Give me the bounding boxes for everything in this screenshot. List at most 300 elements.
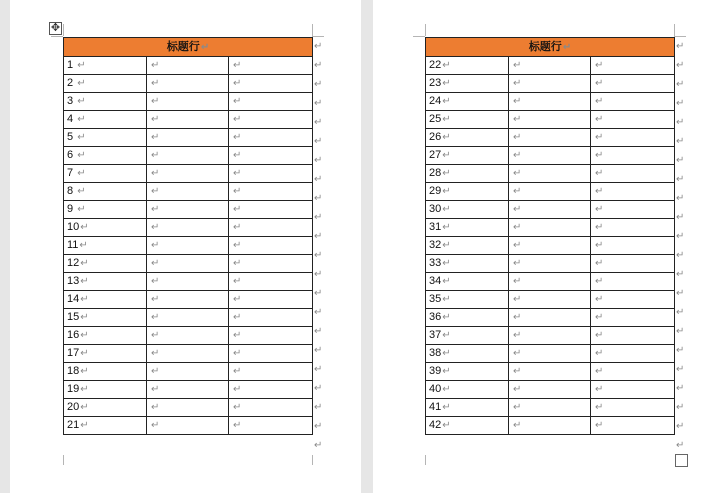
paragraph-mark: ↵ [233, 312, 242, 323]
table-row [426, 309, 675, 327]
table-cell[interactable] [147, 327, 229, 345]
table-cell[interactable] [147, 417, 229, 435]
table-cell[interactable] [229, 417, 313, 435]
paragraph-mark: ↵ [151, 240, 160, 251]
table-row [426, 147, 675, 165]
end-of-row-mark: ↵ [676, 288, 685, 299]
paragraph-mark: ↵ [80, 366, 89, 377]
table-cell[interactable] [64, 201, 147, 219]
paragraph-mark: ↵ [442, 78, 451, 89]
paragraph-mark: ↵ [233, 78, 242, 89]
table-cell[interactable] [591, 147, 675, 165]
table-cell[interactable] [591, 399, 675, 417]
paragraph-mark: ↵ [442, 258, 451, 269]
table-cell[interactable] [229, 165, 313, 183]
table-cell[interactable] [229, 237, 313, 255]
row-number: 10 [67, 221, 80, 233]
table-cell[interactable] [426, 381, 509, 399]
paragraph-mark: ↵ [77, 96, 86, 107]
row-number: 21 [67, 419, 80, 431]
paragraph-mark: ↵ [233, 366, 242, 377]
table-cell[interactable] [509, 129, 591, 147]
crop-mark [674, 24, 675, 36]
paragraph-mark: ↵ [151, 348, 160, 359]
end-of-row-mark: ↵ [314, 231, 323, 242]
table-cell[interactable] [229, 201, 313, 219]
table-right[interactable] [425, 37, 675, 435]
table-cell[interactable] [229, 57, 313, 75]
table-cell[interactable] [591, 75, 675, 93]
paragraph-mark: ↵ [233, 168, 242, 179]
paragraph-mark: ↵ [595, 294, 604, 305]
row-number: 34 [429, 275, 442, 287]
paragraph-mark: ↵ [513, 186, 522, 197]
paragraph-mark: ↵ [595, 420, 604, 431]
table-cell[interactable] [509, 327, 591, 345]
table-cell[interactable] [229, 219, 313, 237]
table-cell[interactable] [509, 345, 591, 363]
end-of-row-mark: ↵ [314, 174, 323, 185]
end-of-row-mark: ↵ [676, 345, 685, 356]
paragraph-mark: ↵ [233, 186, 242, 197]
paragraph-mark: ↵ [595, 204, 604, 215]
table-cell[interactable] [426, 237, 509, 255]
table-cell[interactable] [229, 75, 313, 93]
table-cell[interactable] [426, 201, 509, 219]
table-cell[interactable] [509, 147, 591, 165]
table-cell[interactable] [426, 75, 509, 93]
paragraph-mark: ↵ [595, 96, 604, 107]
table-cell[interactable] [591, 327, 675, 345]
paragraph-mark: ↵ [595, 222, 604, 233]
table-row [64, 399, 313, 417]
paragraph-mark: ↵ [80, 348, 89, 359]
table-cell[interactable] [591, 381, 675, 399]
table-cell[interactable] [591, 417, 675, 435]
row-number: 32 [429, 239, 442, 251]
table-cell[interactable] [591, 237, 675, 255]
paragraph-mark: ↵ [233, 240, 242, 251]
table-cell[interactable] [147, 363, 229, 381]
end-of-row-mark: ↵ [676, 383, 685, 394]
table-cell[interactable] [509, 237, 591, 255]
paragraph-mark: ↵ [595, 240, 604, 251]
paragraph-mark: ↵ [513, 60, 522, 71]
crop-mark [312, 455, 313, 465]
paragraph-mark: ↵ [151, 276, 160, 287]
crop-mark [312, 36, 324, 37]
table-row [64, 147, 313, 165]
table-cell[interactable] [591, 309, 675, 327]
paragraph-mark: ↵ [151, 420, 160, 431]
table-row [64, 57, 313, 75]
table-row [426, 237, 675, 255]
table-cell[interactable] [426, 273, 509, 291]
end-of-row-mark: ↵ [676, 155, 685, 166]
paragraph-mark: ↵ [595, 330, 604, 341]
paragraph-mark: ↵ [595, 78, 604, 89]
paragraph-mark: ↵ [80, 330, 89, 341]
table-cell[interactable] [64, 57, 147, 75]
table-cell[interactable] [147, 93, 229, 111]
paragraph-mark: ↵ [442, 348, 451, 359]
end-of-row-mark: ↵ [314, 364, 323, 375]
paragraph-mark: ↵ [151, 402, 160, 413]
paragraph-mark: ↵ [595, 114, 604, 125]
table-cell[interactable] [229, 399, 313, 417]
table-cell[interactable] [147, 57, 229, 75]
table-cell[interactable] [64, 381, 147, 399]
table-cell[interactable] [591, 345, 675, 363]
table-cell[interactable] [509, 165, 591, 183]
row-number: 37 [429, 329, 442, 341]
paragraph-mark: ↵ [151, 114, 160, 125]
table-cell[interactable] [229, 147, 313, 165]
end-of-row-mark: ↵ [314, 345, 323, 356]
paragraph-mark: ↵ [151, 294, 160, 305]
table-cell[interactable] [229, 183, 313, 201]
row-number: 27 [429, 149, 442, 161]
end-of-row-mark: ↵ [314, 98, 323, 109]
table-cell[interactable] [426, 345, 509, 363]
table-row [64, 165, 313, 183]
table-header-cell[interactable] [426, 38, 675, 57]
table-cell[interactable] [64, 129, 147, 147]
table-cell[interactable] [64, 291, 147, 309]
row-number: 24 [429, 95, 442, 107]
table-row [64, 327, 313, 345]
table-cell[interactable] [229, 345, 313, 363]
paragraph-mark: ↵ [200, 41, 210, 53]
table-cell[interactable] [64, 183, 147, 201]
table-cell[interactable] [147, 309, 229, 327]
row-number: 15 [67, 311, 80, 323]
row-number: 25 [429, 113, 442, 125]
row-number: 30 [429, 203, 442, 215]
table-cell[interactable] [229, 381, 313, 399]
table-cell[interactable] [509, 183, 591, 201]
table-cell[interactable] [509, 75, 591, 93]
end-of-row-mark: ↵ [314, 136, 323, 147]
paragraph-mark: ↵ [77, 186, 86, 197]
row-number: 16 [67, 329, 80, 341]
paragraph-mark: ↵ [595, 258, 604, 269]
table-cell[interactable] [426, 399, 509, 417]
table-cell[interactable] [229, 255, 313, 273]
row-number: 23 [429, 77, 442, 89]
table-cell[interactable] [426, 147, 509, 165]
crop-mark [63, 24, 64, 36]
row-number: 3 [67, 95, 74, 107]
table-cell[interactable] [509, 309, 591, 327]
table-cell[interactable] [509, 417, 591, 435]
table-cell[interactable] [64, 327, 147, 345]
paragraph-mark: ↵ [151, 186, 160, 197]
row-number: 4 [67, 113, 74, 125]
table-cell[interactable] [147, 201, 229, 219]
end-of-row-mark: ↵ [314, 117, 323, 128]
table-cell[interactable] [426, 165, 509, 183]
end-of-row-mark: ↵ [676, 421, 685, 432]
end-of-row-mark: ↵ [676, 60, 685, 71]
paragraph-mark: ↵ [80, 276, 89, 287]
table-cell[interactable] [64, 363, 147, 381]
table-cell[interactable] [426, 57, 509, 75]
end-of-row-mark: ↵ [676, 117, 685, 128]
table-row [426, 417, 675, 435]
table-cell[interactable] [426, 183, 509, 201]
header-title: 标题行 [528, 40, 562, 53]
table-cell[interactable] [147, 129, 229, 147]
table-cell[interactable] [229, 291, 313, 309]
table-cell[interactable] [64, 345, 147, 363]
paragraph-mark: ↵ [562, 41, 572, 53]
table-row [426, 165, 675, 183]
table-cell[interactable] [509, 255, 591, 273]
table-cell[interactable] [64, 111, 147, 129]
table-cell[interactable] [64, 273, 147, 291]
table-cell[interactable] [426, 129, 509, 147]
table-cell[interactable] [591, 291, 675, 309]
table-cell[interactable] [64, 165, 147, 183]
table-cell[interactable] [591, 273, 675, 291]
paragraph-mark: ↵ [595, 366, 604, 377]
table-cell[interactable] [509, 399, 591, 417]
paragraph-mark: ↵ [442, 114, 451, 125]
end-of-row-mark: ↵ [314, 440, 323, 451]
end-of-row-mark: ↵ [676, 41, 685, 52]
table-cell[interactable] [509, 111, 591, 129]
end-of-row-mark: ↵ [676, 364, 685, 375]
paragraph-mark: ↵ [442, 240, 451, 251]
table-cell[interactable] [426, 111, 509, 129]
row-number: 7 [67, 167, 74, 179]
crop-mark [674, 36, 686, 37]
paragraph-mark: ↵ [77, 78, 86, 89]
paragraph-mark: ↵ [513, 222, 522, 233]
paragraph-mark: ↵ [77, 114, 86, 125]
table-cell[interactable] [591, 183, 675, 201]
paragraph-mark: ↵ [595, 150, 604, 161]
table-cell[interactable] [147, 75, 229, 93]
row-number: 12 [67, 257, 80, 269]
paragraph-mark: ↵ [151, 330, 160, 341]
paragraph-mark: ↵ [513, 150, 522, 161]
table-cell[interactable] [229, 363, 313, 381]
table-cell[interactable] [591, 255, 675, 273]
paragraph-mark: ↵ [233, 420, 242, 431]
row-number: 18 [67, 365, 80, 377]
table-header-row [426, 38, 675, 57]
table-cell[interactable] [229, 111, 313, 129]
table-row [426, 399, 675, 417]
table-cell[interactable] [591, 201, 675, 219]
table-cell[interactable] [591, 363, 675, 381]
paragraph-mark: ↵ [80, 294, 89, 305]
paragraph-mark: ↵ [595, 60, 604, 71]
table-row [426, 75, 675, 93]
paragraph-mark: ↵ [151, 384, 160, 395]
table-cell[interactable] [229, 273, 313, 291]
table-cell[interactable] [147, 255, 229, 273]
row-number: 13 [67, 275, 80, 287]
table-cell[interactable] [509, 201, 591, 219]
row-number: 31 [429, 221, 442, 233]
row-number: 33 [429, 257, 442, 269]
table-cell[interactable] [426, 291, 509, 309]
table-cell[interactable] [64, 255, 147, 273]
end-of-row-mark: ↵ [676, 79, 685, 90]
table-cell[interactable] [147, 165, 229, 183]
table-cell[interactable] [426, 327, 509, 345]
table-row [64, 219, 313, 237]
table-cell[interactable] [229, 327, 313, 345]
paragraph-mark: ↵ [513, 240, 522, 251]
paragraph-mark: ↵ [80, 312, 89, 323]
paragraph-mark: ↵ [80, 420, 89, 431]
table-cell[interactable] [591, 219, 675, 237]
table-row [426, 345, 675, 363]
row-number: 19 [67, 383, 80, 395]
paragraph-mark: ↵ [513, 114, 522, 125]
table-row [426, 201, 675, 219]
paragraph-mark: ↵ [442, 132, 451, 143]
paragraph-mark: ↵ [442, 276, 451, 287]
table-row [64, 237, 313, 255]
table-cell[interactable] [591, 93, 675, 111]
paragraph-mark: ↵ [442, 60, 451, 71]
paragraph-mark: ↵ [233, 402, 242, 413]
end-of-row-mark: ↵ [314, 193, 323, 204]
end-of-row-mark: ↵ [314, 307, 323, 318]
crop-mark [312, 24, 313, 36]
paragraph-mark: ↵ [442, 366, 451, 377]
paragraph-mark: ↵ [595, 348, 604, 359]
paragraph-mark: ↵ [513, 420, 522, 431]
row-number: 17 [67, 347, 80, 359]
table-cell[interactable] [229, 93, 313, 111]
paragraph-mark: ↵ [513, 348, 522, 359]
table-cell[interactable] [64, 219, 147, 237]
crop-mark [63, 455, 64, 465]
table-cell[interactable] [509, 219, 591, 237]
end-of-row-mark: ↵ [314, 288, 323, 299]
crop-mark [425, 24, 426, 36]
table-cell[interactable] [64, 237, 147, 255]
table-cell[interactable] [426, 93, 509, 111]
table-cell[interactable] [147, 237, 229, 255]
table-resize-handle[interactable] [675, 454, 688, 467]
paragraph-mark: ↵ [151, 96, 160, 107]
end-of-row-mark: ↵ [314, 421, 323, 432]
table-cell[interactable] [229, 309, 313, 327]
table-cell[interactable] [426, 363, 509, 381]
table-header-cell[interactable] [64, 38, 313, 57]
row-number: 14 [67, 293, 80, 305]
table-row [426, 111, 675, 129]
crop-mark [51, 36, 63, 37]
paragraph-mark: ↵ [77, 150, 86, 161]
table-cell[interactable] [509, 57, 591, 75]
table-row [64, 111, 313, 129]
end-of-row-mark: ↵ [676, 326, 685, 337]
table-cell[interactable] [64, 309, 147, 327]
table-cell[interactable] [147, 399, 229, 417]
table-cell[interactable] [64, 399, 147, 417]
table-cell[interactable] [64, 75, 147, 93]
table-cell[interactable] [147, 273, 229, 291]
paragraph-mark: ↵ [442, 168, 451, 179]
table-row [426, 381, 675, 399]
paragraph-mark: ↵ [151, 258, 160, 269]
end-of-row-mark: ↵ [314, 326, 323, 337]
table-cell[interactable] [509, 93, 591, 111]
paragraph-mark: ↵ [513, 276, 522, 287]
paragraph-mark: ↵ [233, 204, 242, 215]
table-cell[interactable] [591, 111, 675, 129]
paragraph-mark: ↵ [233, 114, 242, 125]
paragraph-mark: ↵ [151, 132, 160, 143]
end-of-row-mark: ↵ [314, 383, 323, 394]
table-cell[interactable] [509, 273, 591, 291]
table-cell[interactable] [147, 345, 229, 363]
row-number: 2 [67, 77, 74, 89]
table-cell[interactable] [591, 57, 675, 75]
table-cell[interactable] [426, 417, 509, 435]
paragraph-mark: ↵ [513, 312, 522, 323]
paragraph-mark: ↵ [151, 204, 160, 215]
crop-mark [413, 36, 425, 37]
table-cell[interactable] [509, 363, 591, 381]
end-of-row-mark: ↵ [676, 212, 685, 223]
row-number: 20 [67, 401, 80, 413]
table-cell[interactable] [229, 129, 313, 147]
table-cell[interactable] [426, 309, 509, 327]
table-left[interactable] [63, 37, 313, 435]
row-number: 9 [67, 203, 74, 215]
table-cell[interactable] [509, 381, 591, 399]
table-move-handle[interactable] [49, 22, 62, 35]
table-cell[interactable] [147, 147, 229, 165]
table-cell[interactable] [64, 147, 147, 165]
end-of-row-mark: ↵ [314, 41, 323, 52]
end-of-row-mark: ↵ [314, 155, 323, 166]
end-of-row-mark: ↵ [314, 60, 323, 71]
paragraph-mark: ↵ [595, 168, 604, 179]
table-cell[interactable] [147, 111, 229, 129]
table-cell[interactable] [509, 291, 591, 309]
table-cell[interactable] [64, 417, 147, 435]
table-cell[interactable] [147, 381, 229, 399]
paragraph-mark: ↵ [442, 312, 451, 323]
row-number: 42 [429, 419, 442, 431]
paragraph-mark: ↵ [233, 384, 242, 395]
table-cell[interactable] [591, 165, 675, 183]
table-cell[interactable] [147, 183, 229, 201]
table-row [426, 93, 675, 111]
table-cell[interactable] [426, 219, 509, 237]
paragraph-mark: ↵ [80, 258, 89, 269]
table-row [64, 417, 313, 435]
table-cell[interactable] [64, 93, 147, 111]
end-of-row-mark: ↵ [314, 269, 323, 280]
paragraph-mark: ↵ [233, 222, 242, 233]
table-cell[interactable] [147, 219, 229, 237]
table-cell[interactable] [591, 129, 675, 147]
table-cell[interactable] [147, 291, 229, 309]
row-number: 36 [429, 311, 442, 323]
table-cell[interactable] [426, 255, 509, 273]
